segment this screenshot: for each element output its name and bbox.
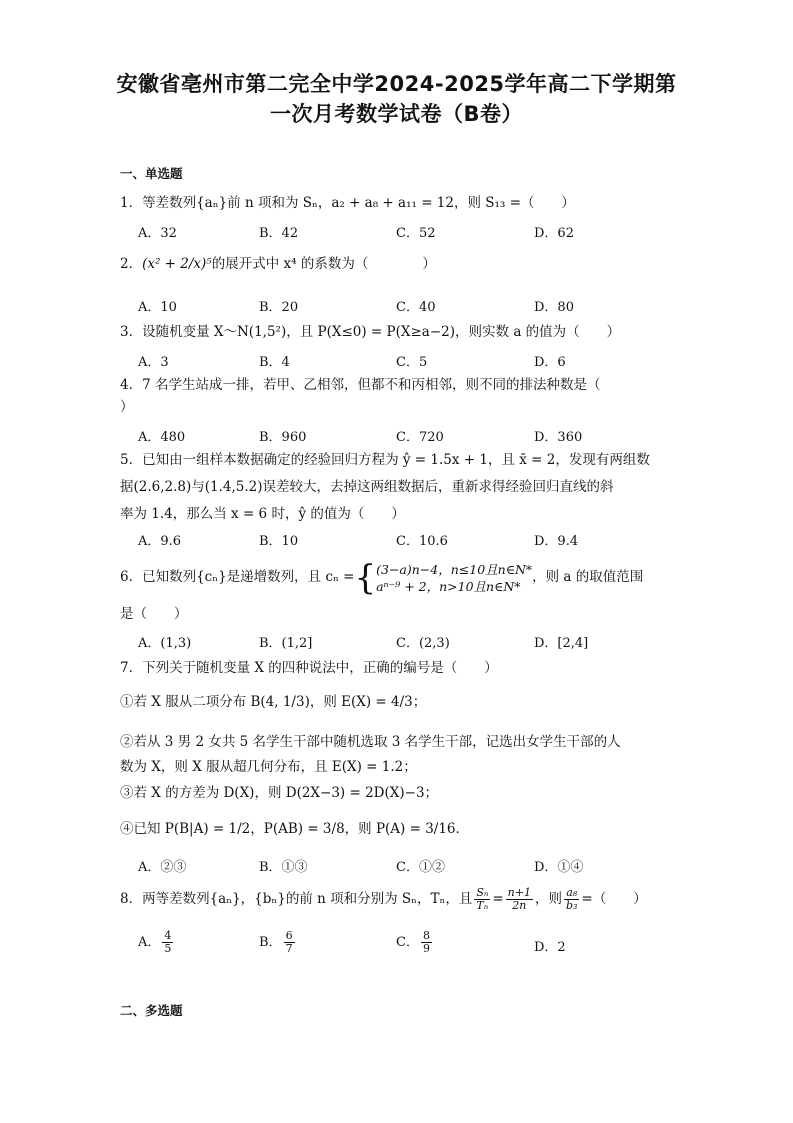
question-number: 6． <box>120 569 143 585</box>
question-1 <box>120 193 680 213</box>
option-c-fraction: $\frac{8}{9}$ <box>422 929 430 955</box>
question-text: 设随机变量 X～N(1,5²)，且 P(X≤0) = P(X≥a−2)，则实数 a 的值为（ ） <box>142 324 621 340</box>
options-4 <box>138 426 698 446</box>
statement-1: ①若 X 服从二项分布 B(4, 1/3)，则 E(X) = 4/3； <box>120 694 427 710</box>
option-a: A．(1,3) <box>138 636 192 651</box>
option-d: D．[2,4] <box>534 636 589 651</box>
fraction-a8-over-b3: $\frac{\text{a₈}}{\text{b₃}}$ <box>565 886 578 912</box>
question-number: 5． <box>120 452 143 468</box>
question-5 <box>120 450 680 470</box>
section-multiple-choice: 二、多选题 <box>120 1003 183 1018</box>
question-4 <box>120 375 680 395</box>
question-8 <box>120 884 680 914</box>
question-6 <box>120 555 680 599</box>
question-text: 7 名学生站成一排，若甲、乙相邻，但都不和丙相邻，则不同的排法种数是（ <box>142 377 601 393</box>
question-text: 已知数列{cₙ}是递增数列，且 cₙ = <box>142 569 355 585</box>
question-4-cont: ） <box>120 399 134 415</box>
option-d: D．①④ <box>534 860 584 875</box>
question-number: 7． <box>120 660 143 676</box>
option-c: C．(2,3) <box>396 636 450 651</box>
question-3 <box>120 322 680 342</box>
option-b: B．42 <box>259 226 299 241</box>
question-5-line-3: 率为 1.4，那么当 x = 6 时，ŷ 的值为（ ） <box>120 506 405 522</box>
options-6 <box>138 632 698 652</box>
question-tail: ，则 a 的取值范围 <box>532 569 644 585</box>
option-c: C．10.6 <box>396 534 448 549</box>
statement-2-line-1: ②若从 3 男 2 女共 5 名学生干部中随机选取 3 名学生干部，记选出女学生干部的人 <box>120 734 621 750</box>
option-d: D．80 <box>534 300 574 315</box>
option-b: B． $\frac{6}{7}$ <box>259 929 293 955</box>
question-text: 下列关于随机变量 X 的四种说法中，正确的编号是（ ） <box>142 660 498 676</box>
option-b: B．①③ <box>259 860 308 875</box>
option-a: A．3 <box>138 355 169 370</box>
option-a-fraction: $\frac{4}{5}$ <box>164 929 172 955</box>
question-5-line-2: 据(2.6,2.8)与(1.4,5.2)误差较大，去掉这两组数据后，重新求得经验回归直线的斜 <box>120 479 614 495</box>
option-d: D．9.4 <box>534 534 579 549</box>
option-c: C． $\frac{8}{9}$ <box>396 929 430 955</box>
fraction-ratio: $\frac{n+1}{2n}$ <box>507 886 531 912</box>
question-text: 两等差数列{aₙ}，{bₙ}的前 n 项和分别为 Sₙ，Tₙ，且 <box>142 891 473 907</box>
case-2: aⁿ⁻⁹ + 2，n>10且n∈N* <box>376 578 521 594</box>
exam-title-line-1: 安徽省亳州市第二完全中学2024-2025学年高二下学期第 <box>116 72 677 96</box>
question-tail: =（ ） <box>581 891 647 907</box>
statement-4: ④已知 P(B|A) = 1/2，P(AB) = 3/8，则 P(A) = 3/16． <box>120 821 470 837</box>
case-1: (3−a)n−4，n≤10且n∈N* <box>376 561 533 577</box>
option-a: A． $\frac{4}{5}$ <box>138 929 172 955</box>
question-6-cont: 是（ ） <box>120 606 188 622</box>
options-5 <box>138 530 698 550</box>
question-number: 1． <box>120 195 143 211</box>
option-a: A．32 <box>138 226 177 241</box>
options-7 <box>138 856 698 876</box>
options-2 <box>138 296 698 316</box>
option-b-fraction: $\frac{6}{7}$ <box>285 929 293 955</box>
option-c: C．720 <box>396 430 444 445</box>
question-text: 的展开式中 x⁴ 的系数为（ ） <box>211 256 436 272</box>
equals-sign: = <box>492 891 504 907</box>
options-1 <box>138 222 698 242</box>
option-d: D．2 <box>534 940 566 955</box>
option-a: A．10 <box>138 300 177 315</box>
piecewise-cases <box>376 561 532 595</box>
option-d: D．62 <box>534 226 574 241</box>
section-single-choice: 一、单选题 <box>120 166 183 181</box>
option-c: C．40 <box>396 300 436 315</box>
question-text: 等差数列{aₙ}前 n 项和为 Sₙ，a₂ + a₈ + a₁₁ = 12，则 S₁₃ =（ ） <box>142 195 575 211</box>
option-a: A．480 <box>138 430 186 445</box>
question-7 <box>120 658 680 678</box>
statement-3: ③若 X 的方差为 D(X)，则 D(2X−3) = 2D(X)−3； <box>120 785 439 801</box>
option-d: D．6 <box>534 355 566 370</box>
question-2 <box>120 254 680 274</box>
fraction-s-over-t: $\frac{\text{Sₙ}}{\text{Tₙ}}$ <box>476 886 489 912</box>
binomial-expression: (x² + 2/x)⁵ <box>142 256 212 272</box>
option-c: C．5 <box>396 355 428 370</box>
option-b: B．20 <box>259 300 299 315</box>
question-text: 已知由一组样本数据确定的经验回归方程为 ŷ = 1.5x + 1，且 x̄ = 2，发现有两组数 <box>142 452 650 468</box>
option-c: C．①② <box>396 860 445 875</box>
question-connector: ，则 <box>534 891 562 907</box>
question-number: 4． <box>120 377 143 393</box>
options-3 <box>138 351 698 371</box>
question-number: 8． <box>120 891 143 907</box>
option-c: C．52 <box>396 226 436 241</box>
option-b: B．10 <box>259 534 299 549</box>
option-d: D．360 <box>534 430 583 445</box>
exam-title-line-2: 一次月考数学试卷（B卷） <box>269 102 523 126</box>
question-number: 3． <box>120 324 143 340</box>
option-a: A．9.6 <box>138 534 182 549</box>
option-a: A．②③ <box>138 860 187 875</box>
option-b: B．4 <box>259 355 290 370</box>
statement-2-line-2: 数为 X，则 X 服从超几何分布，且 E(X) = 1.2； <box>120 759 417 775</box>
left-brace: { <box>354 557 377 598</box>
option-b: B．960 <box>259 430 307 445</box>
question-number: 2． <box>120 256 143 272</box>
options-8 <box>138 930 698 960</box>
option-b: B．(1,2] <box>259 636 313 651</box>
